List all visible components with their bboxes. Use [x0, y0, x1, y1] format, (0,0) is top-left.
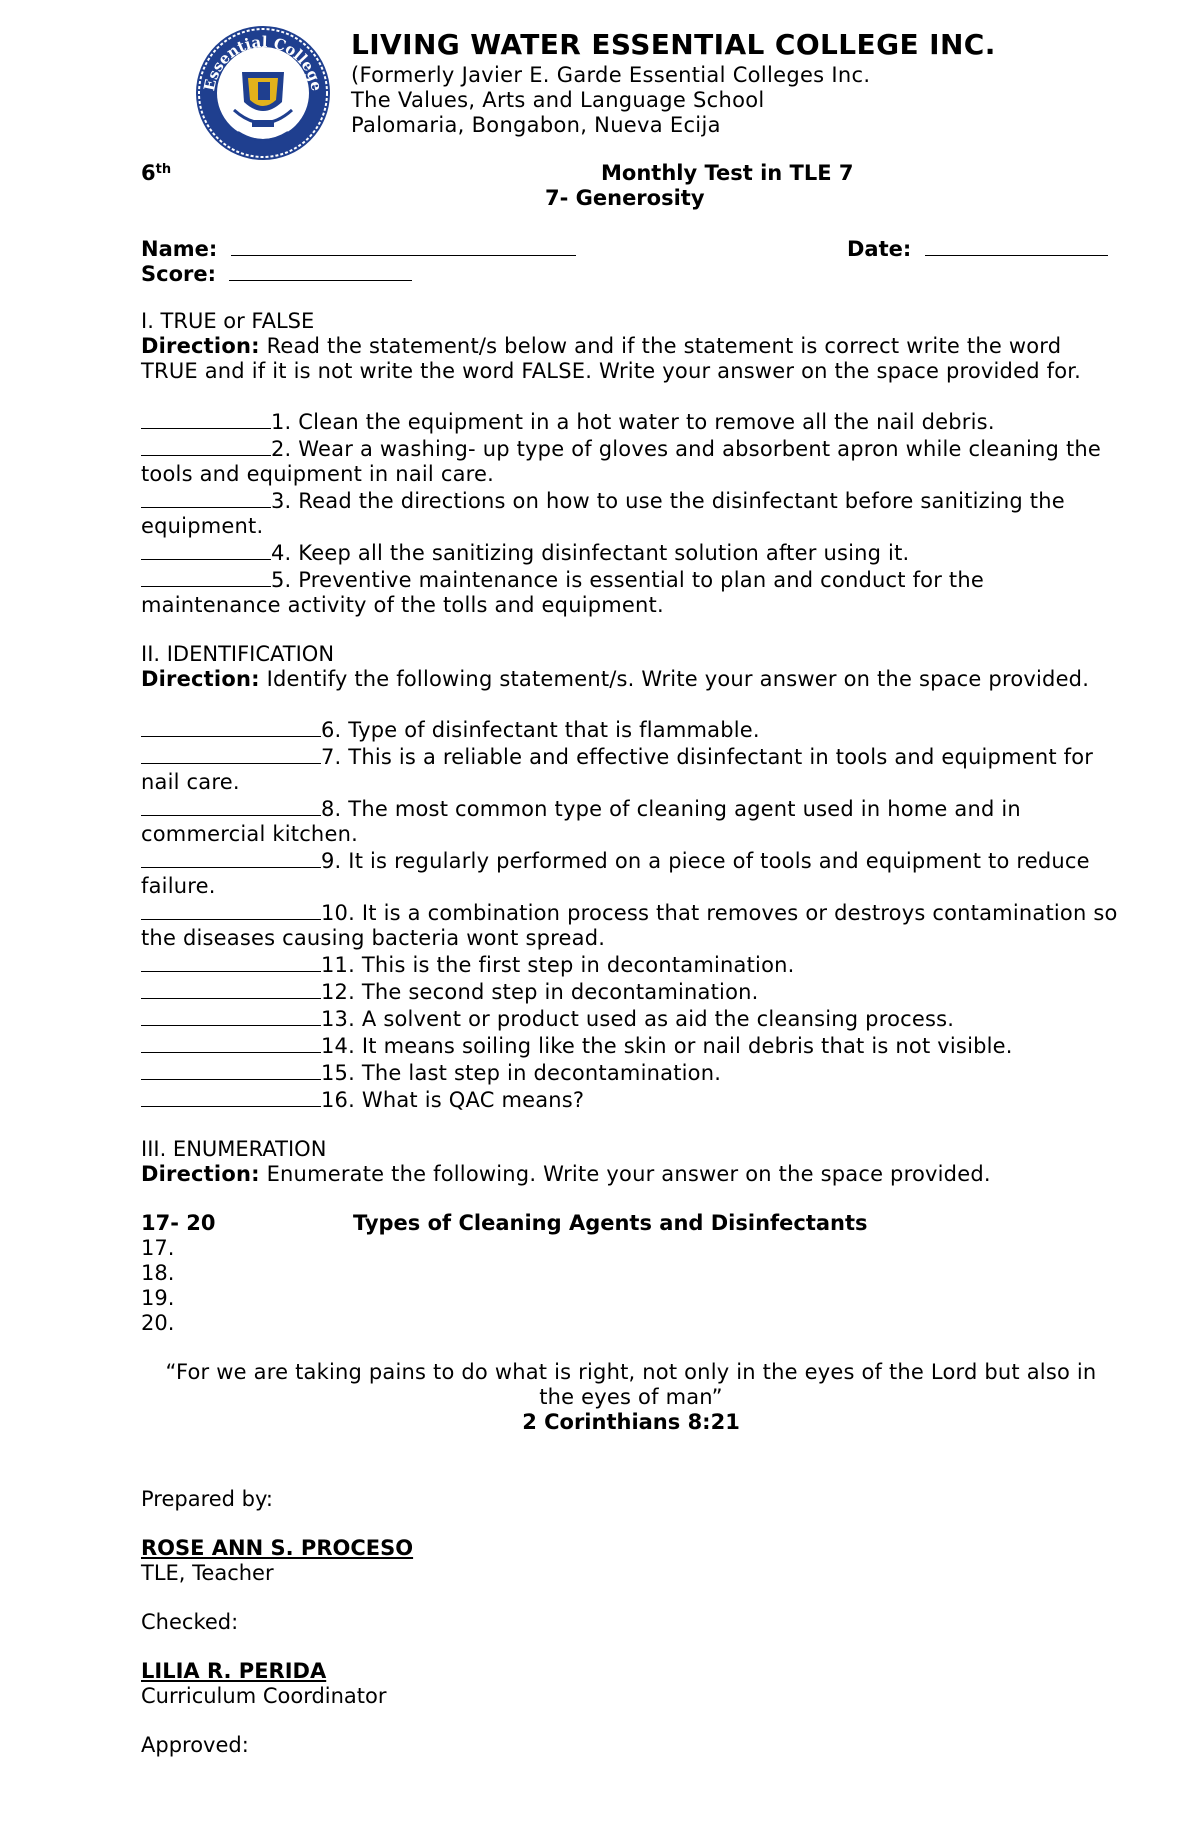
part3-direction-text: Enumerate the following. Write your answer on the space provided.: [259, 1162, 991, 1186]
enumeration-line[interactable]: 18.: [141, 1261, 175, 1285]
bible-verse: “For we are taking pains to do what is right, not only in the eyes of the Lord but also in the eyes of man”: [165, 1360, 1097, 1409]
section-row: [141, 186, 1121, 211]
test-content: [141, 161, 1121, 1758]
answer-blank[interactable]: [141, 795, 321, 816]
checker-title: Curriculum Coordinator: [141, 1684, 387, 1708]
enumeration-line[interactable]: 17.: [141, 1236, 175, 1260]
enumeration-topic: Types of Cleaning Agents and Disinfectants: [353, 1211, 868, 1235]
enumeration-range: 17- 20: [141, 1211, 216, 1235]
college-name: LIVING WATER ESSENTIAL COLLEGE INC.: [351, 28, 996, 61]
answer-blank[interactable]: [141, 899, 321, 920]
name-date-row: [141, 235, 1121, 260]
answer-blank[interactable]: [141, 1059, 321, 1080]
answer-blank[interactable]: [141, 743, 321, 764]
part3-direction: [141, 1162, 1121, 1187]
prepared-by-label: Prepared by:: [141, 1487, 273, 1511]
name-blank[interactable]: [231, 235, 576, 256]
identification-item: [141, 899, 1121, 951]
date-label: Date:: [847, 237, 912, 261]
logo-text: Essential College: [200, 32, 326, 93]
item-text: 15. The last step in decontamination.: [321, 1061, 722, 1085]
preparer-title: TLE, Teacher: [141, 1561, 274, 1585]
identification-item: [141, 978, 1121, 1005]
title-row: [141, 161, 1121, 186]
approved-label: Approved:: [141, 1733, 249, 1757]
identification-item: [141, 795, 1121, 847]
answer-blank[interactable]: [141, 951, 321, 972]
answer-blank[interactable]: [141, 847, 321, 868]
part2-heading: II. IDENTIFICATION: [141, 642, 335, 666]
section-name: 7- Generosity: [545, 186, 705, 210]
formerly-line: (Formerly Javier E. Garde Essential Colleges Inc.: [351, 63, 871, 87]
part1-heading: I. TRUE or FALSE: [141, 309, 315, 333]
checker-name: LILIA R. PERIDA: [141, 1659, 327, 1683]
item-text: 6. Type of disinfectant that is flammable.: [321, 718, 760, 742]
college-seal-logo: [194, 24, 332, 162]
identification-item: [141, 1086, 1121, 1113]
answer-blank[interactable]: [141, 408, 271, 429]
item-text: 9. It is regularly performed on a piece of tools and equipment to reduce failure.: [141, 849, 1090, 898]
item-text: 16. What is QAC means?: [321, 1088, 585, 1112]
date-blank[interactable]: [925, 235, 1108, 256]
true-false-item: [141, 539, 1121, 566]
identification-item: [141, 951, 1121, 978]
answer-blank[interactable]: [141, 1005, 321, 1026]
identification-item: [141, 1059, 1121, 1086]
answer-blank[interactable]: [141, 1032, 321, 1053]
score-blank[interactable]: [229, 260, 412, 281]
grade-suffix: th: [155, 162, 172, 177]
answer-blank[interactable]: [141, 1086, 321, 1107]
item-text: 14. It means soiling like the skin or nail debris that is not visible.: [321, 1034, 1013, 1058]
grade-number: 6: [141, 161, 156, 185]
identification-item: [141, 1005, 1121, 1032]
item-text: 1. Clean the equipment in a hot water to remove all the nail debris.: [271, 410, 995, 434]
address-line: Palomaria, Bongabon, Nueva Ecija: [351, 113, 721, 137]
item-text: 5. Preventive maintenance is essential to plan and conduct for the maintenance activity of the tolls and equipment.: [141, 568, 984, 617]
part1-direction-label: Direction:: [141, 334, 260, 358]
item-text: 8. The most common type of cleaning agent used in home and in commercial kitchen.: [141, 797, 1021, 846]
name-label: Name:: [141, 237, 218, 261]
enumeration-header: [141, 1211, 1121, 1236]
motto-line: The Values, Arts and Language School: [351, 88, 765, 112]
identification-item: [141, 716, 1121, 743]
enumeration-line[interactable]: 20.: [141, 1311, 175, 1335]
answer-blank[interactable]: [141, 539, 271, 560]
preparer-name: ROSE ANN S. PROCESO: [141, 1536, 414, 1560]
test-title: Monthly Test in TLE 7: [601, 161, 854, 185]
true-false-item: [141, 408, 1121, 435]
item-text: 12. The second step in decontamination.: [321, 980, 759, 1004]
identification-item: [141, 743, 1121, 795]
part3-direction-label: Direction:: [141, 1162, 260, 1186]
true-false-item: [141, 566, 1121, 618]
part2-direction: [141, 667, 1121, 692]
answer-blank[interactable]: [141, 978, 321, 999]
answer-blank[interactable]: [141, 487, 271, 508]
score-label: Score:: [141, 262, 216, 286]
item-text: 3. Read the directions on how to use the disinfectant before sanitizing the equipment.: [141, 489, 1065, 538]
verse-reference: 2 Corinthians 8:21: [522, 1410, 740, 1434]
part2-direction-text: Identify the following statement/s. Write your answer on the space provided.: [259, 667, 1090, 691]
score-row: [141, 260, 1121, 285]
part3-heading: III. ENUMERATION: [141, 1137, 327, 1161]
item-text: 11. This is the first step in decontamination.: [321, 953, 795, 977]
true-false-item: [141, 487, 1121, 539]
item-text: 4. Keep all the sanitizing disinfectant solution after using it.: [271, 541, 910, 565]
item-text: 13. A solvent or product used as aid the cleansing process.: [321, 1007, 955, 1031]
item-text: 2. Wear a washing- up type of gloves and absorbent apron while cleaning the tools and equipment in nail care.: [141, 437, 1102, 486]
true-false-item: [141, 435, 1121, 487]
answer-blank[interactable]: [141, 566, 271, 587]
part2-direction-label: Direction:: [141, 667, 260, 691]
item-text: 7. This is a reliable and effective disinfectant in tools and equipment for nail care.: [141, 745, 1094, 794]
item-text: 10. It is a combination process that removes or destroys contamination so the diseases causing bacteria wont spread.: [141, 901, 1118, 950]
checked-label: Checked:: [141, 1610, 239, 1634]
answer-blank[interactable]: [141, 435, 271, 456]
enumeration-line[interactable]: 19.: [141, 1286, 175, 1310]
identification-item: [141, 847, 1121, 899]
part1-direction: [141, 334, 1121, 384]
identification-item: [141, 1032, 1121, 1059]
answer-blank[interactable]: [141, 716, 321, 737]
part1-direction-text: Read the statement/s below and if the statement is correct write the word TRUE and if it is not write the word FALSE. Write your answer on the space provided for.: [141, 334, 1082, 383]
